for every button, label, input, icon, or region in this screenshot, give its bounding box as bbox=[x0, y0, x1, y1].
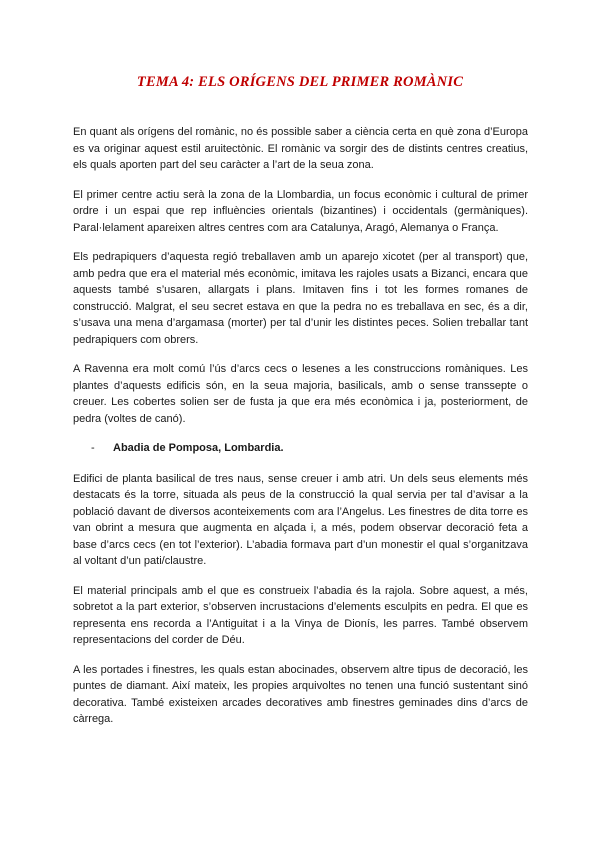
bullet-list-item bbox=[73, 440, 528, 457]
paragraph-pomposa-material: El material principals amb el que es construeix l’abadia és la rajola. Sobre aquest, a més, sobretot a la part exterior, s’observen incrustacions d’elements esculpits en pedra. El que es representa ens recorda a l’Antiguitat i a la Vinya de Dionís, les parres. També observem representacions del corder de Déu. bbox=[73, 584, 528, 646]
paragraph-origins: En quant als orígens del romànic, no és possible saber a ciència certa en què zona d’Europa es va originar aquest estil aruitectònic. El romànic va sorgir des de distints centres creatius, els quals aporten part del seu caràcter a l’art de la seua zona. bbox=[73, 126, 528, 171]
paragraph-lombardy: El primer centre actiu serà la zona de la Llombardia, un focus econòmic i cultural de primer ordre i un espai que rep influències orientals (bizantines) i occidentals (germàniques). Paral·lelament apareixen altres centres com ara Catalunya, Aragó, Alemanya o França. bbox=[73, 188, 528, 234]
document-body bbox=[73, 124, 528, 741]
paragraph-ravenna: A Ravenna era molt comú l’ús d’arcs cecs o lesenes a les construccions romàniques. Les plantes d’aquests edificis són, en la seua majoria, basilicals, amb o sense transsepte o creuer. Les cobertes solien ser de fusta ja que era més econòmica i ja, posteriorment, de pedra (voltes de canó). bbox=[73, 363, 528, 425]
bullet-marker: - bbox=[91, 442, 95, 454]
section-heading-pomposa: Abadia de Pomposa, Lombardia. bbox=[113, 442, 284, 454]
page-title: TEMA 4: ELS ORÍGENS DEL PRIMER ROMÀNIC bbox=[136, 74, 464, 90]
paragraph-stonemasons: Els pedrapiquers d’aquesta regió treballaven amb un aparejo xicotet (per al transport) que, amb pedra que era el material més econòmic, imitava les rajoles usats a Bizanci, encara que aquests també s’usaren, allargats i plans. Imitaven fins i tot les formes romanes de construcció. Malgrat, el seu secret estava en que la pedra no es treballava en sec, és a dir, s’usava una mena d’argamasa (morter) per tal d’unir les distintes peces. Solien treballar tant pedrapiquers com obrers. bbox=[73, 251, 528, 346]
paragraph-pomposa-plan: Edifici de planta basilical de tres naus, sense creuer i amb atri. Un dels seus elements més destacats és la torre, situada als peus de la construcció la qual servia per tal d’avisar a la població davant de diversos aconteixements com ara l’Angelus. Les finestres de dita torre es van obrint a mesura que augmenta en alçada i, a més, podem observar decoració feta a base d’arcs cecs (en tot l’exterior). L’abadia formava part d’un monestir el qual s’organitzava al voltant d’un pati/claustre. bbox=[73, 472, 528, 567]
paragraph-pomposa-decoration: A les portades i finestres, les quals estan abocinades, observem altre tipus de decoració, les puntes de diamant. Així mateix, les propies arquivoltes no tenen una funció sustentant sinó decorativa. També existeixen arcades decoratives amb finestres geminades dins d’arcs de càrrega. bbox=[73, 663, 528, 725]
